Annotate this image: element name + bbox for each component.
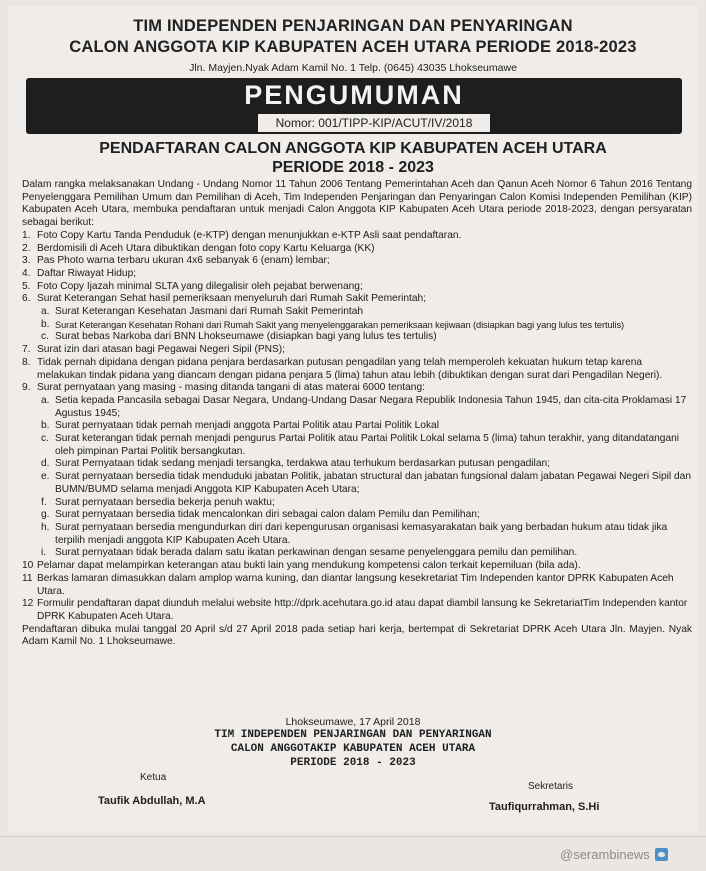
requirement-text: Surat izin dari atasan bagi Pegawai Negeri Sipil (PNS); [37, 344, 286, 356]
sub-requirement-text: Surat bebas Narkoba dari BNN Lhokseumawe (disiapkan bagi yang lulus tes tertulis) [55, 331, 437, 343]
sub-requirement-letter: e. [41, 471, 50, 483]
watermark-text: @serambinews [560, 847, 650, 862]
requirement-number: 1. [22, 229, 31, 241]
document-title-line-1: PENDAFTARAN CALON ANGGOTA KIP KABUPATEN ACEH UTARA [99, 140, 607, 157]
header-line-2: CALON ANGGOTA KIP KABUPATEN ACEH UTARA PERIODE 2018-2023 [69, 38, 637, 56]
requirement-item [22, 268, 692, 281]
sub-requirement-letter: f. [41, 496, 47, 508]
requirement-item [22, 573, 692, 598]
watermark [560, 847, 668, 862]
sub-requirement-text: Surat Keterangan Kesehatan Rohani dari Rumah Sakit yang menyelenggarakan pemeriksaan kejiwaan (disiapkan bagi yang lulus tes tertulis) [55, 319, 625, 330]
requirement-text: Foto Copy Ijazah minimal SLTA yang dilegalisir oleh pejabat berwenang; [37, 280, 363, 292]
sub-requirement-text: Surat pernyataan tidak berada dalam satu ikatan perkawinan dengan sesame penyelenggara pemilu dan pemilihan. [55, 547, 578, 559]
sub-requirement-item [22, 331, 692, 344]
sub-requirement-letter: i. [41, 547, 47, 559]
sub-requirement-item [22, 420, 692, 433]
secretary-role: Sekretaris [528, 781, 574, 792]
requirement-item [22, 382, 692, 395]
sub-requirement-text: Surat pernyataan bersedia bekerja penuh waktu; [55, 496, 275, 508]
requirement-number: 5. [22, 280, 31, 292]
requirement-item [22, 255, 692, 268]
banner-title: PENGUMUMAN [244, 80, 464, 110]
closing-paragraph: Pendaftaran dibuka mulai tanggal 20 April s/d 27 April 2018 pada setiap hari kerja, bertempat di Sekretariat DPRK Aceh Utara Jln. Mayjen. Nyak Adam Kamil No. 1 Lhokseumawe. [22, 623, 692, 648]
requirement-number: 12 [22, 598, 34, 610]
sub-requirement-text: Surat pernyataan bersedia mengundurkan diri dari kepengurusan organisasi kemasyarakatan baik yang berbadan hukum atau tidak jika terpilih menjadi anggota KIP Kabupaten Aceh Utara. [55, 521, 668, 546]
sub-requirement-item [22, 497, 692, 510]
sub-requirement-letter: b. [41, 318, 50, 330]
sub-requirement-item [22, 471, 692, 496]
requirement-number: 11 [22, 572, 33, 584]
secretary-name: Taufiqurrahman, S.Hi [489, 801, 600, 813]
requirement-text: Berkas lamaran dimasukkan dalam amplop warna kuning, dan diantar langsung kesekretariat Tim Independen kantor DPRK Kabupaten Aceh Utara. [37, 572, 674, 597]
sub-requirement-text: Surat pernyataan tidak pernah menjadi anggota Partai Politik atau Partai Politik Lokal [55, 420, 439, 432]
twitter-icon [655, 848, 668, 861]
requirement-number: 7. [22, 344, 31, 356]
sub-requirement-text: Surat pernyataan bersedia tidak mencalonkan diri sebagai calon dalam Pemilu dan Pemilihan; [55, 509, 480, 521]
sub-requirement-item [22, 319, 692, 332]
requirement-text: Surat pernyataan yang masing - masing ditanda tangani di atas materai 6000 tentang: [37, 382, 425, 394]
requirement-text: Daftar Riwayat Hidup; [37, 267, 137, 279]
requirement-item [22, 243, 692, 256]
requirement-number: 6. [22, 293, 31, 305]
sub-requirement-letter: c. [41, 331, 49, 343]
sub-requirement-text: Surat Pernyataan tidak sedang menjadi tersangka, terdakwa atau terhukum berdasarkan putusan pengadilan; [55, 458, 550, 470]
requirement-item [22, 560, 692, 573]
sub-requirement-letter: a. [41, 394, 50, 406]
requirement-number: 8. [22, 356, 31, 368]
requirement-text: Foto Copy Kartu Tanda Penduduk (e-KTP) dengan menunjukkan e-KTP Asli saat pendaftaran. [37, 229, 462, 241]
header-line-1: TIM INDEPENDEN PENJARINGAN DAN PENYARINGAN [133, 17, 573, 35]
requirement-text: Surat Keterangan Sehat hasil pemeriksaan menyeluruh dari Rumah Sakit Pemerintah; [37, 293, 427, 305]
document-title-line-2: PERIODE 2018 - 2023 [272, 159, 434, 176]
sub-requirement-item [22, 509, 692, 522]
sub-requirement-item [22, 306, 692, 319]
sub-requirement-letter: g. [41, 509, 50, 521]
requirement-number: 9. [22, 382, 31, 394]
sub-requirement-letter: h. [41, 521, 50, 533]
requirement-number: 4. [22, 267, 31, 279]
chairman-name: Taufik Abdullah, M.A [98, 795, 206, 807]
requirement-number: 2. [22, 242, 31, 254]
sub-requirement-text: Surat keterangan tidak pernah menjadi pengurus Partai Politik atau Partai Politik Lokal selama 5 (lima) tahun terakhir, yang ditandatangani oleh pimpinan Partai Politik bersangkutan. [55, 433, 680, 457]
banner-number: Nomor: 001/TIPP-KIP/ACUT/IV/2018 [258, 114, 490, 132]
sub-requirement-text: Surat Keterangan Kesehatan Jasmani dari Rumah Sakit Pemerintah [55, 306, 364, 318]
signature-body-line-3: PERIODE 2018 - 2023 [290, 757, 416, 769]
requirement-text: Pelamar dapat melampirkan keterangan atau bukti lain yang mendukung kompetensi calon terkait kepemiluan (bila ada). [37, 560, 581, 572]
header-address: Jln. Mayjen.Nyak Adam Kamil No. 1 Telp. (0645) 43035 Lhokseumawe [189, 62, 517, 74]
requirement-text: Formulir pendaftaran dapat diunduh melalui website http://dprk.acehutara.go.id atau dapat diambil lansung ke SekretariatTim Independen kantor DPRK Kabupaten Aceh Utara. [37, 598, 688, 622]
signature-place-date: Lhokseumawe, 17 April 2018 [285, 716, 421, 728]
requirement-text: Berdomisili di Aceh Utara dibuktikan dengan foto copy Kartu Keluarga (KK) [37, 242, 375, 254]
sub-requirement-item [22, 547, 692, 560]
sub-requirement-text: Setia kepada Pancasila sebagai Dasar Negara, Undang-Undang Dasar Negara Republik Indonesia Tahun 1945, dan cita-cita Proklamasi 17 Agustus 1945; [55, 394, 687, 419]
requirement-item [22, 357, 692, 382]
sub-requirement-item [22, 395, 692, 420]
sub-requirement-text: Surat pernyataan bersedia tidak menduduki jabatan Politik, jabatan structural dan jabatan fungsional dalam jabatan Pegawai Negeri Sipil dan BUMN/BUMD selama menjadi Anggota KIP Kabupaten Aceh Utara; [55, 471, 691, 495]
requirement-item [22, 293, 692, 306]
announcement-body [22, 179, 692, 649]
signature-body-line-1: TIM INDEPENDEN PENJARINGAN DAN PENYARINGAN [214, 729, 492, 741]
requirement-item [22, 344, 692, 357]
intro-paragraph: Dalam rangka melaksanakan Undang - Undang Nomor 11 Tahun 2006 Tentang Pemerintahan Aceh dan Qanun Aceh Nomor 6 Tahun 2016 Tentang Penyelenggara Pemilihan Umum dan Pemilihan di Aceh, Tim Independen Penjaringan dan Penyaringan Calon Komisi Independen Pemilihan (KIP) Kabupaten Aceh Utara, membuka pendaftaran untuk menjadi Calon Anggota KIP Kabupaten Aceh Utara periode 2018-2023, dengan persyaratan sebagai berikut: [22, 179, 692, 229]
signature-body-line-2: CALON ANGGOTAKIP KABUPATEN ACEH UTARA [230, 743, 476, 755]
requirement-number: 10 [22, 560, 34, 572]
sub-requirement-letter: b. [41, 420, 50, 432]
requirement-text: Tidak pernah dipidana dengan pidana penjara berdasarkan putusan pengadilan yang telah memperoleh kekuatan hukum tetap karena melakukan tindak pidana yang diancam dengan pidana penjara 5 (lima) tahun atau lebih (dibuktikan dengan surat dari Pengadilan Negeri). [37, 356, 663, 381]
sub-requirement-letter: c. [41, 433, 49, 445]
requirement-item [22, 598, 692, 623]
requirement-text: Pas Photo warna terbaru ukuran 4x6 sebanyak 6 (enam) lembar; [37, 255, 330, 267]
sub-requirement-item [22, 522, 692, 547]
sub-requirement-item [22, 433, 692, 458]
requirement-number: 3. [22, 255, 31, 267]
chairman-role: Ketua [140, 772, 167, 783]
requirement-item [22, 230, 692, 243]
sub-requirement-letter: d. [41, 458, 50, 470]
sub-requirement-letter: a. [41, 306, 50, 318]
page-fold-line [0, 836, 706, 837]
requirement-item [22, 281, 692, 294]
announcement-banner [26, 78, 682, 134]
sub-requirement-item [22, 458, 692, 471]
